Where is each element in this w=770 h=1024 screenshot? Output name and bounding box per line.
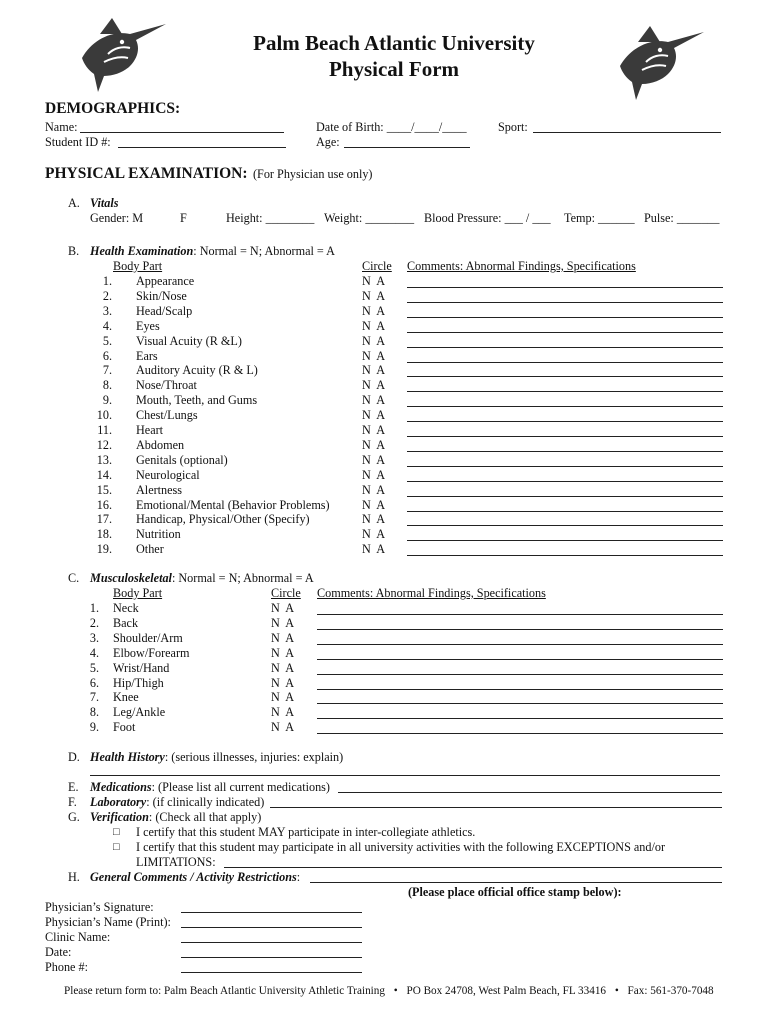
circle-n-a[interactable]: N A [362,363,386,378]
row-number: 9. [102,393,112,408]
body-part-label: Handicap, Physical/Other (Specify) [136,512,310,527]
footer-bullet-2: • [614,985,619,997]
health-exam-legend: : Normal = N; Abnormal = A [193,244,335,258]
circle-n-a[interactable]: N A [271,630,295,645]
body-part-label: Foot [113,720,136,735]
body-part-label: Genitals (optional) [136,452,228,467]
musculo-heading [90,571,314,586]
body-part-label: Elbow/Forearm [113,645,190,660]
history-heading [90,750,343,765]
laboratory-text: : (if clinically indicated) [146,795,265,809]
height-field[interactable]: Height: ________ [226,211,315,225]
comment-line[interactable] [407,451,723,452]
circle-n-a[interactable]: N A [362,288,386,303]
body-part-label: Neurological [136,467,200,482]
comment-line[interactable] [407,287,723,288]
option-exceptions: I certify that this student may participate in all university activities with the following EXCEPTIONS and/or [136,840,666,854]
row-number: 7. [102,363,112,378]
comment-line[interactable] [407,540,723,541]
row-number: 6. [102,348,112,363]
stamp-note: (Please place official office stamp below): [408,885,622,899]
blood-pressure-field[interactable]: Blood Pressure: ___ / ___ [424,211,551,225]
physical-exam-heading: PHYSICAL EXAMINATION: [45,165,248,182]
physician-signature-label: Physician’s Signature: [45,900,154,914]
comments-title: General Comments / Activity Restrictions [90,870,297,884]
comment-line[interactable] [407,421,723,422]
laboratory-field[interactable] [270,807,722,808]
health-exam-col-body: Body Part [113,259,163,273]
row-number: 6. [89,675,99,690]
row-number: 15. [96,482,112,497]
comment-line[interactable] [407,376,723,377]
date-label: Date: [45,945,72,959]
student-id-label: Student ID #: [45,135,111,149]
body-part-label: Skin/Nose [136,288,187,303]
circle-n-a[interactable]: N A [271,675,295,690]
circle-n-a[interactable]: N A [362,274,386,288]
body-part-label: Emotional/Mental (Behavior Problems) [136,497,330,512]
comment-line[interactable] [407,391,723,392]
footer-return-text: Please return form to: Palm Beach Atlantic University Athletic Training [64,985,385,997]
form-title: Palm Beach Atlantic University [253,31,535,55]
comment-line[interactable] [317,659,723,660]
body-part-label: Auditory Acuity (R & L) [136,363,258,378]
circle-n-a[interactable]: N A [362,348,386,363]
circle-n-a[interactable]: N A [271,645,295,660]
row-number: 2. [89,615,99,630]
musculo-title: Musculoskeletal [90,571,172,585]
row-number: 7. [89,690,99,705]
comment-line[interactable] [407,362,723,363]
row-number: 5. [102,333,112,348]
dob-label[interactable]: Date of Birth: ____/____/____ [316,120,467,134]
laboratory-heading [90,795,264,810]
row-number: 1. [102,274,112,288]
circle-n-a[interactable]: N A [362,512,386,527]
row-number: 4. [89,645,99,660]
medications-text: : (Please list all current medications) [151,780,330,794]
vitals-letter: A. [68,196,80,210]
checkbox-may-participate[interactable]: □ [113,826,120,838]
musculo-col-comments: Comments: Abnormal Findings, Specifications [317,586,546,600]
comment-line[interactable] [407,466,723,467]
weight-field[interactable]: Weight: ________ [324,211,415,225]
circle-n-a[interactable]: N A [271,690,295,705]
row-number: 2. [102,288,112,303]
comment-line[interactable] [407,555,723,556]
phone-field[interactable] [181,972,362,973]
body-part-label: Visual Acuity (R &L) [136,333,242,348]
row-number: 19. [96,542,112,557]
comment-line[interactable] [407,525,723,526]
gender-f[interactable]: F [180,211,187,225]
row-number: 17. [96,512,112,527]
form-subtitle: Physical Form [328,57,460,81]
circle-n-a[interactable]: N A [362,378,386,393]
phone-label: Phone #: [45,960,88,974]
body-part-label: Ears [136,348,158,363]
checkbox-exceptions[interactable]: □ [113,841,120,853]
row-number: 1. [89,601,99,615]
laboratory-letter: F. [68,795,77,809]
temp-field[interactable]: Temp: ______ [564,211,635,225]
body-part-label: Wrist/Hand [113,660,170,675]
medications-title: Medications [90,780,152,794]
sport-label: Sport: [498,120,528,134]
circle-n-a[interactable]: N A [271,705,295,720]
body-part-label: Nutrition [136,527,181,542]
body-part-label: Eyes [136,318,160,333]
row-number: 18. [96,527,112,542]
comment-line[interactable] [317,689,723,690]
body-part-label: Other [136,542,164,557]
row-number: 3. [89,630,99,645]
health-exam-col-circle: Circle [362,259,392,273]
comment-line[interactable] [407,332,723,333]
comments-heading [90,870,300,885]
comment-line[interactable] [407,436,723,437]
footer [64,984,714,998]
verification-title: Verification [90,810,149,824]
row-number: 14. [96,467,112,482]
clinic-name-label: Clinic Name: [45,930,111,944]
sport-field[interactable] [533,132,721,133]
comment-line[interactable] [317,644,723,645]
musculo-col-body: Body Part [113,586,163,600]
circle-n-a[interactable]: N A [271,660,295,675]
body-part-label: Shoulder/Arm [113,630,183,645]
row-number: 5. [89,660,99,675]
row-number: 12. [96,437,112,452]
circle-n-a[interactable]: N A [362,482,386,497]
musculo-legend: : Normal = N; Abnormal = A [171,571,314,585]
row-number: 8. [89,705,99,720]
health-exam-heading [90,244,335,259]
circle-n-a[interactable]: N A [362,303,386,318]
circle-n-a[interactable]: N A [362,333,386,348]
gender-m[interactable]: Gender: M [90,211,144,225]
comment-line[interactable] [407,481,723,482]
body-part-label: Abdomen [136,437,185,452]
row-number: 4. [102,318,112,333]
history-text: : (serious illnesses, injuries: explain) [164,750,344,764]
circle-n-a[interactable]: N A [362,467,386,482]
body-part-label: Knee [113,690,139,705]
medications-field[interactable] [338,792,722,793]
medications-heading [90,780,330,795]
laboratory-title: Laboratory [90,795,147,809]
circle-n-a[interactable]: N A [362,542,386,557]
name-field[interactable] [80,132,284,133]
comments-letter: H. [68,870,80,884]
circle-n-a[interactable]: N A [271,601,295,615]
row-number: 11. [97,423,112,437]
body-part-label: Back [113,615,139,630]
circle-n-a[interactable]: N A [362,527,386,542]
body-part-label: Leg/Ankle [113,705,166,720]
row-number: 9. [89,720,99,735]
comment-line[interactable] [407,511,723,512]
body-part-label: Mouth, Teeth, and Gums [136,393,258,408]
comment-line[interactable] [317,674,723,675]
history-letter: D. [68,750,80,764]
circle-n-a[interactable]: N A [362,423,386,437]
physician-name-field[interactable] [181,927,362,928]
circle-n-a[interactable]: N A [362,318,386,333]
verification-text: : (Check all that apply) [148,810,262,824]
circle-n-a[interactable]: N A [362,437,386,452]
comments-field[interactable] [310,882,722,883]
circle-n-a[interactable]: N A [362,497,386,512]
body-part-label: Appearance [136,274,195,288]
option-may-participate: I certify that this student MAY participate in inter-collegiate athletics. [136,825,476,839]
footer-fax: Fax: 561-370-7048 [627,985,714,997]
health-exam-col-comments: Comments: Abnormal Findings, Specifications [407,259,636,273]
history-field[interactable] [90,775,720,776]
body-part-label: Hip/Thigh [113,675,164,690]
limitations-label: LIMITATIONS: [136,855,216,869]
comment-line[interactable] [317,629,723,630]
circle-n-a[interactable]: N A [362,452,386,467]
health-exam-letter: B. [68,244,80,258]
comment-line[interactable] [317,718,723,719]
verification-heading [90,810,261,825]
limitations-field[interactable] [224,867,722,868]
comment-line[interactable] [407,317,723,318]
body-part-label: Chest/Lungs [136,408,198,423]
body-part-label: Nose/Throat [136,378,197,393]
comments-text: : [296,870,301,884]
circle-n-a[interactable]: N A [362,393,386,408]
vitals-title: Vitals [90,196,119,210]
student-id-field[interactable] [118,147,286,148]
circle-n-a[interactable]: N A [271,720,295,735]
comment-line[interactable] [407,302,723,303]
row-number: 3. [102,303,112,318]
physician-signature-field[interactable] [181,912,362,913]
body-part-label: Neck [113,601,139,615]
comment-line[interactable] [317,614,723,615]
date-field[interactable] [181,957,362,958]
physician-only-note: (For Physician use only) [253,167,373,181]
medications-letter: E. [68,780,79,794]
body-part-label: Alertness [136,482,183,497]
pulse-field[interactable]: Pulse: _______ [644,211,720,225]
row-number: 16. [96,497,112,512]
name-label: Name: [45,120,78,134]
clinic-name-field[interactable] [181,942,362,943]
row-number: 10. [96,408,112,423]
comment-line[interactable] [407,496,723,497]
age-field[interactable] [344,147,470,148]
row-number: 13. [96,452,112,467]
row-number: 8. [102,378,112,393]
footer-address: PO Box 24708, West Palm Beach, FL 33416 [406,985,607,997]
circle-n-a[interactable]: N A [362,408,386,423]
physician-name-label: Physician’s Name (Print): [45,915,171,929]
body-part-label: Head/Scalp [136,303,193,318]
comment-line[interactable] [317,733,723,734]
musculo-letter: C. [68,571,80,585]
history-title: Health History [90,750,165,764]
verification-letter: G. [68,810,80,824]
health-exam-title: Health Examination [90,244,194,258]
footer-bullet-1: • [393,985,398,997]
comment-line[interactable] [407,406,723,407]
circle-n-a[interactable]: N A [271,615,295,630]
demographics-heading: DEMOGRAPHICS: [45,100,181,117]
comment-line[interactable] [317,703,723,704]
body-part-label: Heart [136,423,164,437]
age-label: Age: [316,135,340,149]
musculo-col-circle: Circle [271,586,301,600]
comment-line[interactable] [407,347,723,348]
